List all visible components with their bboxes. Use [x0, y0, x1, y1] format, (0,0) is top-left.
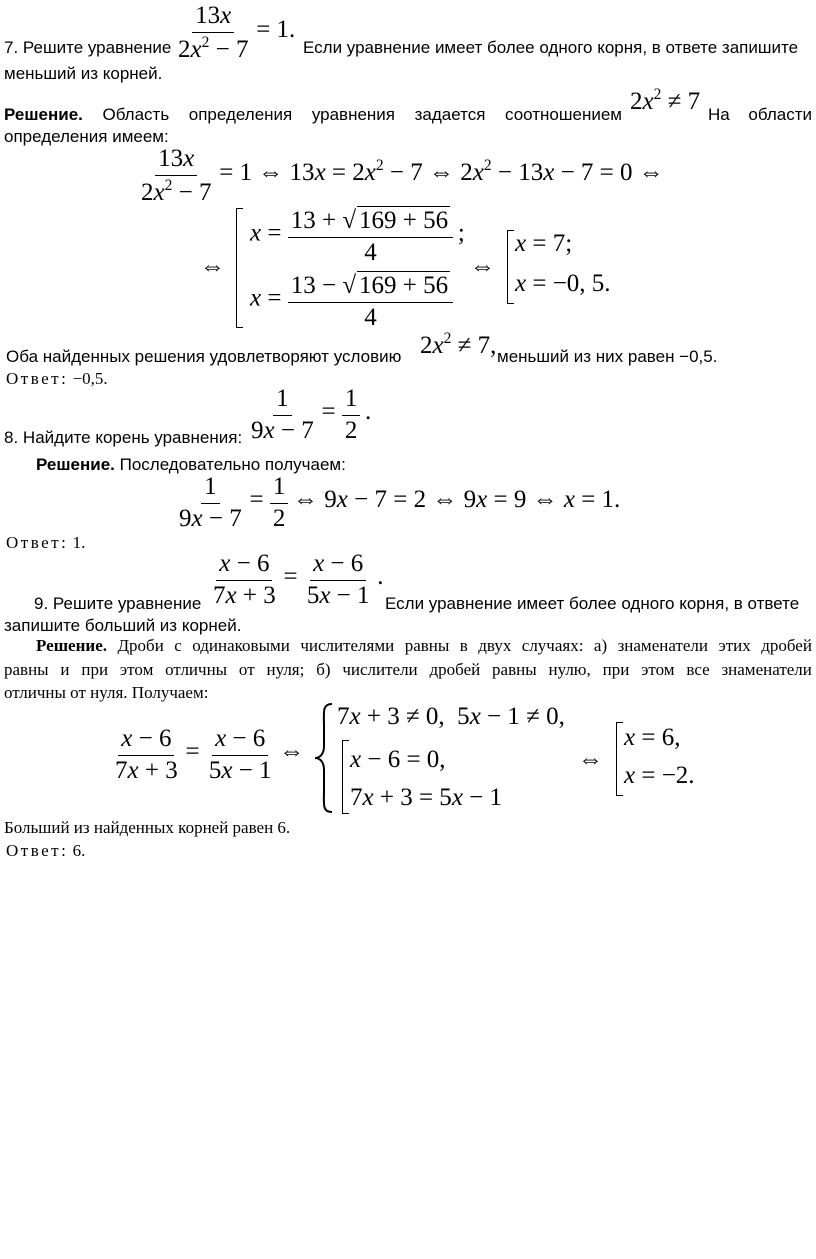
task8-equation: $\frac{1}{9x - 7}$ = $\frac{1}{2}$ .	[251, 385, 372, 444]
task8-intro: Найдите корень уравнения:	[22, 428, 243, 447]
task7-res2: x = −0, 5.	[515, 270, 611, 297]
task7-solution-label: Решение.	[4, 105, 83, 124]
task9-solution-line3: отличны от нуля. Получаем:	[4, 683, 209, 702]
task9-equation: $\frac{x - 6}{7x + 3}$ = $\frac{x - 6}{5x - 1}$ .	[213, 550, 384, 609]
task9-statement	[34, 594, 201, 614]
system-brace	[312, 702, 336, 814]
answer-label: Ответ:	[6, 369, 69, 388]
task9-sys2: x − 6 = 0,	[350, 746, 446, 773]
task7-check: Оба найденных решения удовлетворяют условию	[6, 347, 402, 366]
task7-statement	[4, 38, 171, 58]
task7-root-plus: x = $\frac{13 + √ 169 + 56}{4}$ ;	[250, 207, 465, 266]
task7-domain-tail: На области	[708, 105, 812, 124]
answer-value: −0,5.	[72, 369, 108, 388]
bracket	[236, 208, 243, 328]
task9-sys3: 7x + 3 = 5x − 1	[350, 784, 503, 811]
task9-tail-2: запишите больший из корней.	[4, 616, 242, 635]
task9-solution-label: Решение.	[36, 636, 107, 655]
task8-chain: $\frac{1}{9x - 7}$ = $\frac{1}{2}$ ⇔ 9x − 7 = 2 ⇔ 9x = 9 ⇔ x = 1.	[179, 473, 621, 532]
task9-lhs: $\frac{x - 6}{7x + 3}$ = $\frac{x - 6}{5x - 1}$ ⇔	[115, 725, 305, 784]
task9-solution-line2: равны и при этом отличны от нуля; б) числители дробей равны нулю, при этом все знаменатели	[4, 660, 812, 679]
task7-tail-1: Если уравнение имеет более одного корня, в ответе запишите	[303, 38, 799, 57]
bracket	[342, 740, 349, 814]
task9-number: 9.	[34, 594, 49, 613]
equiv-arrow: ⇔	[200, 253, 225, 280]
task7-domain-expr: $2x^2 \ne 7$	[630, 86, 701, 116]
task8-statement	[4, 428, 242, 448]
task7-check-tail: меньший из них равен −0,5.	[497, 347, 718, 366]
task7-res1: x = 7;	[515, 230, 573, 257]
equiv-arrow: ⇔	[470, 253, 495, 280]
task7-number: 7.	[4, 38, 19, 57]
task7-check-expr: $2x^2 \ne 7$,	[420, 330, 497, 360]
answer-label: Ответ:	[6, 533, 69, 552]
equiv-arrow: ⇔	[578, 746, 603, 773]
task7-answer	[6, 369, 108, 389]
task9-res2: x = −2.	[624, 762, 695, 789]
task9-intro: Решите уравнение	[52, 594, 202, 613]
task8-solution	[36, 455, 346, 475]
task9-solution-line1: Решение. Дроби с одинаковыми числителями равны в двух случаях: а) знаменатели этих дробей	[36, 636, 812, 655]
task7-tail-2: меньший из корней.	[4, 64, 163, 83]
answer-value: 6.	[72, 841, 86, 860]
task8-number: 8.	[4, 428, 19, 447]
task7-intro: Решите уравнение	[22, 38, 172, 57]
task7-equation: $\frac{13x}{2x^2 - 7}$ = 1.	[178, 2, 296, 63]
task7-root-minus: x = $\frac{13 - √ 169 + 56}{4}$	[250, 271, 453, 331]
answer-value: 1.	[72, 533, 86, 552]
bracket	[507, 230, 514, 304]
task7-chain: $\frac{13x}{2x^2 - 7}$ = 1 ⇔ $13x = 2x^2 - 7$ ⇔ $2x^2 - 13x - 7 = 0$ ⇔	[141, 145, 664, 206]
task9-res1: x = 6,	[624, 724, 681, 751]
task7-solution-line: Решение. Область определения уравнения задается соотношением	[4, 105, 622, 124]
answer-label: Ответ:	[6, 841, 69, 860]
task9-tail-1: Если уравнение имеет более одного корня, в ответе	[385, 594, 800, 613]
task8-solution-label: Решение.	[36, 455, 115, 474]
task9-sys1: 7x + 3 ≠ 0, 5x − 1 ≠ 0,	[337, 703, 565, 730]
task8-solution-text: Последовательно получаем:	[119, 455, 346, 474]
task7-line2: определения имеем:	[4, 127, 169, 146]
task9-answer	[6, 841, 85, 861]
task9-conclusion: Больший из найденных корней равен 6.	[4, 818, 291, 837]
bracket	[616, 722, 623, 796]
task8-answer	[6, 533, 85, 553]
